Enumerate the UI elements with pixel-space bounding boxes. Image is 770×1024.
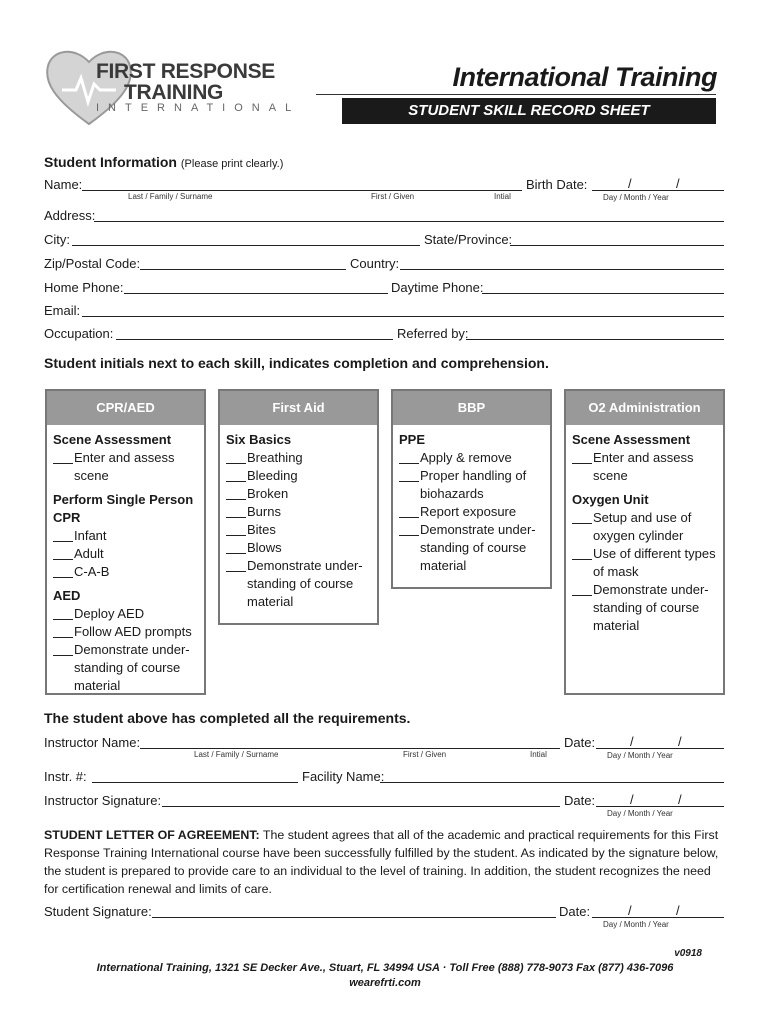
skill-group-heading: AED [53, 588, 81, 603]
heart-logo-icon [44, 44, 134, 128]
skill-item-label: Follow AED prompts [74, 624, 192, 639]
skill-group-heading: PPE [399, 432, 426, 447]
initials-blank[interactable] [572, 545, 592, 560]
initials-blank[interactable] [53, 449, 73, 464]
signature-date-field[interactable] [596, 806, 724, 807]
skill-box-o2 [564, 389, 725, 695]
skill-item [226, 521, 371, 539]
signature-date-slash-2: / [678, 792, 682, 807]
instructor-date-slash-2: / [678, 734, 682, 749]
name-label: Name: [44, 177, 83, 192]
skill-item [226, 503, 371, 521]
initials-blank[interactable] [399, 521, 419, 536]
skill-item-label: Enter and assess scene [593, 450, 694, 483]
skill-item [572, 581, 717, 635]
agreement-text: The student agrees that all of the academic and practical requirements for this First Response Training International course have been successfully fulfilled by the student. As indicated by the signature below, the student is prepared to provide care to an individual to the level of training. In addition, the student recognizes the need for certification renewal and limits of care. [44, 828, 719, 896]
address-label: Address: [44, 208, 96, 223]
zip-field[interactable] [140, 269, 346, 270]
skill-item-label: Enter and assess scene [74, 450, 175, 483]
city-field[interactable] [72, 245, 420, 246]
initials-blank[interactable] [226, 449, 246, 464]
page-title: International Training [452, 62, 717, 92]
birth-date-sub: Day / Month / Year [603, 193, 669, 202]
skill-item-label: Breathing [247, 450, 303, 465]
instructor-date-sub: Day / Month / Year [607, 751, 673, 760]
initials-blank[interactable] [226, 467, 246, 482]
skill-item-label: Demonstrate under-standing of course material [420, 522, 536, 573]
home-phone-field[interactable] [124, 293, 388, 294]
skill-item [226, 539, 371, 557]
skill-box-body [47, 425, 204, 699]
student-date-label: Date: [559, 904, 591, 919]
skill-item [53, 641, 198, 695]
country-label: Country: [350, 256, 400, 271]
skill-item [53, 605, 198, 623]
skill-item [572, 509, 717, 545]
initials-blank[interactable] [572, 449, 592, 464]
skill-item-label: Adult [74, 546, 104, 561]
occupation-field[interactable] [116, 339, 393, 340]
skill-box-bbp [391, 389, 552, 589]
country-field[interactable] [400, 269, 724, 270]
skill-box-cpr-aed [45, 389, 206, 695]
initials-blank[interactable] [53, 605, 73, 620]
instructor-name-label: Instructor Name: [44, 735, 141, 750]
skill-item-label: Bites [247, 522, 276, 537]
initials-blank[interactable] [572, 509, 592, 524]
instructor-date-slash-1: / [630, 734, 634, 749]
skill-box-title: First Aid [220, 391, 377, 425]
skill-item [53, 563, 198, 581]
initials-blank[interactable] [226, 503, 246, 518]
instructor-name-field[interactable] [140, 748, 560, 749]
title-underline [316, 94, 716, 95]
facility-name-label: Facility Name: [302, 769, 385, 784]
skill-item-label: Demonstrate under-standing of course material [247, 558, 363, 609]
skill-group-heading: Six Basics [226, 432, 292, 447]
skill-item-label: Blows [247, 540, 282, 555]
logo [44, 44, 301, 128]
signature-date-label: Date: [564, 793, 596, 808]
initials-blank[interactable] [399, 467, 419, 482]
student-info-heading: Student Information (Please print clearly.) [44, 154, 284, 170]
instructor-signature-field[interactable] [162, 806, 560, 807]
skill-box-body [220, 425, 377, 615]
skill-item-label: Proper handling of biohazards [420, 468, 527, 501]
logo-line-3: INTERNATIONAL [96, 102, 301, 114]
student-signature-label: Student Signature: [44, 904, 152, 919]
skill-item [53, 545, 198, 563]
skill-box-title: BBP [393, 391, 550, 425]
state-field[interactable] [510, 245, 724, 246]
skill-item [399, 521, 544, 575]
skill-item [399, 449, 544, 467]
skill-item-label: Deploy AED [74, 606, 145, 621]
name-sub-initial: Intial [494, 192, 511, 201]
address-field[interactable] [94, 221, 724, 222]
skill-item [226, 557, 371, 611]
skill-box-title: CPR/AED [47, 391, 204, 425]
agreement-paragraph [44, 826, 726, 898]
instr-number-label: Instr. #: [44, 769, 87, 784]
name-sub-last: Last / Family / Surname [128, 192, 213, 201]
skill-item [53, 623, 198, 641]
skill-item [572, 449, 717, 485]
skill-item [226, 485, 371, 503]
skill-item-label: Broken [247, 486, 289, 501]
skill-group-heading: Perform Single Person CPR [53, 492, 194, 525]
zip-label: Zip/Postal Code: [44, 256, 141, 271]
skill-item [53, 449, 198, 485]
initials-blank[interactable] [53, 545, 73, 560]
instructor-sub-last: Last / Family / Surname [194, 750, 279, 759]
instructor-signature-label: Instructor Signature: [44, 793, 162, 808]
name-field[interactable] [82, 190, 522, 191]
referred-by-field[interactable] [466, 339, 724, 340]
birth-date-slash-2: / [676, 176, 680, 191]
student-date-slash-2: / [676, 903, 680, 918]
initials-blank[interactable] [226, 521, 246, 536]
skill-item-label: Report exposure [420, 504, 517, 519]
skill-group-heading: Scene Assessment [53, 432, 172, 447]
skill-box-title: O2 Administration [566, 391, 723, 425]
skill-box-body [566, 425, 723, 639]
footer-address: International Training, 1321 SE Decker Ave., Stuart, FL 34994 USA · Toll Free (888) 778-9073 Fax (877) 436-7096 [96, 962, 674, 974]
skill-item-label: C-A-B [74, 564, 110, 579]
birth-date-slash-1: / [628, 176, 632, 191]
skill-box-first-aid [218, 389, 379, 625]
skill-item-label: Setup and use of oxygen cylinder [593, 510, 692, 543]
skill-item-label: Burns [247, 504, 281, 519]
initials-blank[interactable] [572, 581, 592, 596]
instructor-date-label: Date: [564, 735, 596, 750]
instructor-date-field[interactable] [596, 748, 724, 749]
birth-date-label: Birth Date: [526, 177, 588, 192]
daytime-phone-label: Daytime Phone: [391, 280, 484, 295]
initials-blank[interactable] [226, 485, 246, 500]
skill-box-body [393, 425, 550, 579]
state-label: State/Province: [424, 232, 513, 247]
skill-item-label: Use of different types of mask [593, 546, 716, 579]
skill-group-heading: Oxygen Unit [572, 492, 649, 507]
skill-item [53, 527, 198, 545]
initials-blank[interactable] [226, 539, 246, 554]
initials-blank[interactable] [53, 563, 73, 578]
skill-item-label: Apply & remove [420, 450, 512, 465]
birth-date-field[interactable] [592, 190, 724, 191]
footer-website: wearefrti.com [349, 977, 421, 989]
skill-item-label: Bleeding [247, 468, 298, 483]
student-date-slash-1: / [628, 903, 632, 918]
initials-blank[interactable] [53, 623, 73, 638]
city-label: City: [44, 232, 70, 247]
skill-item-label: Infant [74, 528, 107, 543]
student-date-sub: Day / Month / Year [603, 920, 669, 929]
occupation-label: Occupation: [44, 326, 114, 341]
instr-number-field[interactable] [92, 782, 298, 783]
agreement-heading: STUDENT LETTER OF AGREEMENT: [44, 828, 260, 842]
instructor-sub-initial: Intial [530, 750, 547, 759]
skill-item [226, 467, 371, 485]
referred-by-label: Referred by: [397, 326, 469, 341]
email-label: Email: [44, 303, 81, 318]
facility-name-field[interactable] [380, 782, 724, 783]
skill-item-label: Demonstrate under-standing of course material [593, 582, 709, 633]
daytime-phone-field[interactable] [482, 293, 724, 294]
initials-blank[interactable] [399, 449, 419, 464]
signature-date-slash-1: / [630, 792, 634, 807]
home-phone-label: Home Phone: [44, 280, 124, 295]
initials-blank[interactable] [226, 557, 246, 572]
skill-item-label: Demonstrate under-standing of course material [74, 642, 190, 693]
sheet-title-bar: STUDENT SKILL RECORD SHEET [342, 98, 716, 124]
logo-line-2: TRAINING [124, 81, 224, 104]
skill-item [226, 449, 371, 467]
skill-item [572, 545, 717, 581]
skill-group-heading: Scene Assessment [572, 432, 691, 447]
version-label: v0918 [674, 948, 702, 959]
initials-blank[interactable] [53, 527, 73, 542]
student-signature-field[interactable] [152, 917, 556, 918]
instructor-sub-first: First / Given [403, 750, 447, 759]
logo-line-1: FIRST RESPONSE [96, 60, 275, 83]
name-sub-first: First / Given [371, 192, 415, 201]
instructor-heading: The student above has completed all the requirements. [44, 710, 411, 726]
signature-date-sub: Day / Month / Year [607, 809, 673, 818]
initials-blank[interactable] [53, 641, 73, 656]
skill-item [399, 503, 544, 521]
initials-blank[interactable] [399, 503, 419, 518]
skill-item [399, 467, 544, 503]
skills-heading: Student initials next to each skill, indicates completion and comprehension. [44, 355, 549, 371]
email-field[interactable] [82, 316, 724, 317]
student-date-field[interactable] [592, 917, 724, 918]
